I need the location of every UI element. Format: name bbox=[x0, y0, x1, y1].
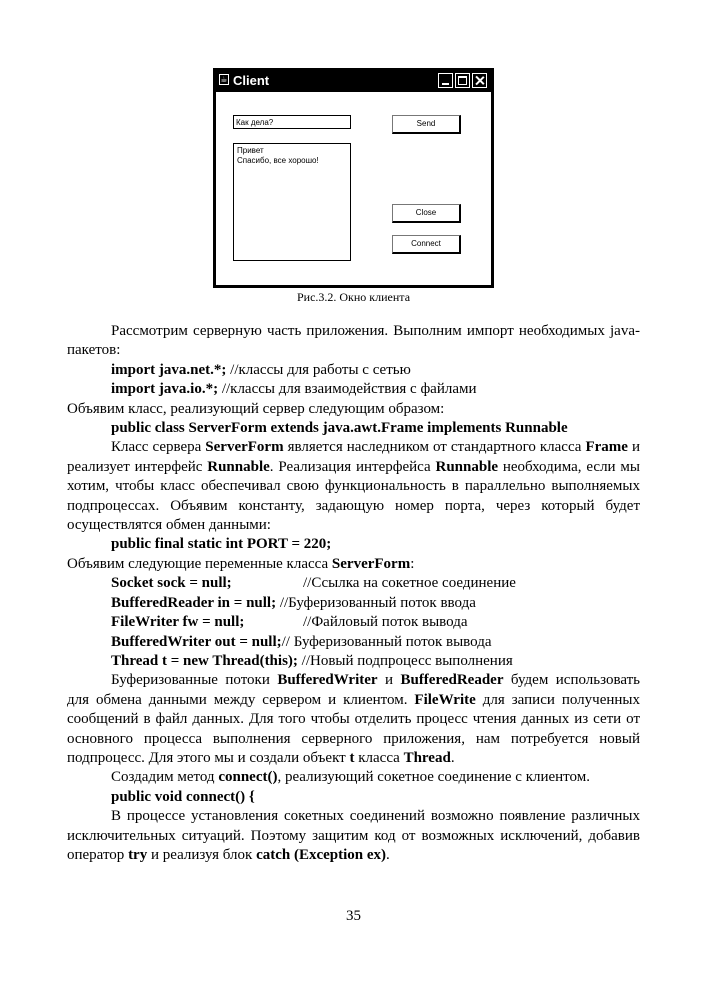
close-window-icon[interactable] bbox=[472, 73, 487, 88]
java-app-icon: ☕ bbox=[220, 75, 228, 84]
bold-run: catch (Exception ex) bbox=[256, 846, 387, 863]
variable-comment: // Буферизованный поток вывода bbox=[281, 633, 492, 650]
text-run: В процессе установления сокетных соединений возможно появление различных исключительных ситуаций. Поэтому защитим код от возможных исключений, добавив оператор bbox=[67, 808, 640, 863]
text-run: необходима, если мы хотим, чтобы класс обеспечивал свою функциональность в параллельно выполняемых подпроцессах. Объявим константу, задающую номер порта, через который будет осуществлятся обмен данными: bbox=[67, 458, 640, 534]
variable-code: BufferedWriter out = null; bbox=[111, 633, 282, 650]
variable-line bbox=[67, 574, 640, 593]
window-titlebar bbox=[215, 70, 492, 92]
text-run: и реализует интерфейс bbox=[67, 439, 640, 475]
paragraph-class-intro: Объявим класс, реализующий сервер следующим образом: bbox=[67, 400, 445, 417]
message-input[interactable] bbox=[233, 115, 351, 129]
paragraph-intro: Рассмотрим серверную часть приложения. Выполним импорт необходимых java-пакетов: bbox=[67, 323, 640, 359]
text-run: . Реализация интерфейса bbox=[269, 458, 436, 475]
import-net-line bbox=[67, 361, 640, 380]
text-run: Буферизованные потоки bbox=[111, 672, 278, 689]
variable-code: Socket sock = null; bbox=[111, 575, 232, 592]
text-run: и bbox=[377, 672, 401, 689]
page-number: 35 bbox=[346, 908, 361, 924]
text-run: для записи полученных сообщений в файл данных. Для того чтобы отделить процесс чтения данных из сети от основного процесса выполнения серверного приложения, нам потребуется новый подпроцесс. Для этого мы и создали объект bbox=[67, 691, 641, 766]
port-declaration: public final static int PORT = 220; bbox=[111, 536, 332, 553]
variable-code: Thread t = new Thread(this); bbox=[111, 652, 298, 669]
import-io-line bbox=[67, 380, 640, 399]
paragraph-variables-intro bbox=[67, 555, 640, 574]
class-declaration: public class ServerForm extends java.awt.Frame implements Runnable bbox=[111, 420, 568, 437]
text-run: класса bbox=[354, 749, 404, 766]
bold-run: t bbox=[349, 749, 355, 766]
client-window-figure bbox=[213, 68, 494, 288]
minimize-icon[interactable] bbox=[438, 73, 453, 88]
variable-comment: //Ссылка на сокетное соединение bbox=[303, 575, 516, 592]
import-net-code: import java.net.*; bbox=[111, 361, 227, 378]
variable-line bbox=[67, 594, 640, 613]
paragraph-connect-method bbox=[67, 768, 640, 787]
import-io-code: import java.io.*; bbox=[111, 381, 219, 398]
figure-caption: Рис.3.2. Окно клиента bbox=[296, 290, 411, 304]
text-run: : bbox=[410, 555, 415, 572]
bold-run: connect() bbox=[218, 769, 278, 786]
paragraph-buffered-streams bbox=[67, 671, 640, 768]
text-run: . bbox=[386, 846, 390, 863]
bold-run: Thread bbox=[403, 749, 451, 766]
variable-line bbox=[67, 613, 640, 632]
bold-run: Frame bbox=[585, 439, 628, 456]
variable-comment: //Файловый поток вывода bbox=[303, 614, 468, 631]
import-io-comment: //классы для взаимодействия с файлами bbox=[218, 381, 477, 398]
text-run: является наследником от стандартного класса bbox=[283, 439, 586, 456]
bold-run: FileWrite bbox=[414, 691, 476, 708]
bold-run: ServerForm bbox=[205, 439, 284, 456]
variable-comment: //Новый подпроцесс выполнения bbox=[297, 652, 513, 669]
variable-line bbox=[67, 652, 640, 671]
send-button[interactable]: Send bbox=[392, 115, 461, 134]
window-title: Client bbox=[233, 73, 270, 88]
variable-code: BufferedReader in = null; bbox=[111, 594, 277, 611]
class-declaration-line bbox=[67, 419, 640, 438]
text-run: будем использовать для обмена данными между сервером и клиентом. bbox=[67, 672, 640, 708]
connect-declaration: public void connect() { bbox=[111, 788, 255, 805]
text-run: Создадим метод bbox=[111, 769, 219, 786]
bold-run: try bbox=[128, 846, 148, 863]
paragraph-exceptions bbox=[67, 807, 640, 865]
bold-run: BufferedReader bbox=[400, 672, 504, 689]
page-body bbox=[67, 322, 640, 865]
variable-code: FileWriter fw = null; bbox=[111, 614, 245, 631]
bold-run: Runnable bbox=[435, 458, 499, 475]
maximize-icon[interactable] bbox=[455, 73, 470, 88]
bold-run: Runnable bbox=[207, 458, 270, 475]
paragraph-server-class bbox=[67, 438, 640, 535]
close-button[interactable]: Close bbox=[392, 204, 461, 223]
import-net-comment: //классы для работы с сетью bbox=[226, 361, 411, 378]
bold-run: BufferedWriter bbox=[277, 672, 378, 689]
connect-button[interactable]: Connect bbox=[392, 235, 461, 254]
variable-line bbox=[67, 633, 640, 652]
port-declaration-line bbox=[67, 535, 640, 554]
bold-run: ServerForm bbox=[331, 555, 411, 572]
text-run: , реализующий сокетное соединение с клиентом. bbox=[277, 769, 591, 786]
variable-comment: //Буферизованный поток ввода bbox=[276, 594, 476, 611]
text-run: . bbox=[450, 749, 455, 766]
chat-history-textarea[interactable]: Привет Спасибо, все хорошо! bbox=[233, 143, 351, 261]
text-run: Класс сервера bbox=[111, 439, 206, 456]
connect-declaration-line bbox=[67, 788, 640, 807]
window-client-area bbox=[216, 92, 491, 285]
text-run: и реализуя блок bbox=[147, 846, 257, 863]
text-run: Объявим следующие переменные класса bbox=[67, 555, 332, 572]
